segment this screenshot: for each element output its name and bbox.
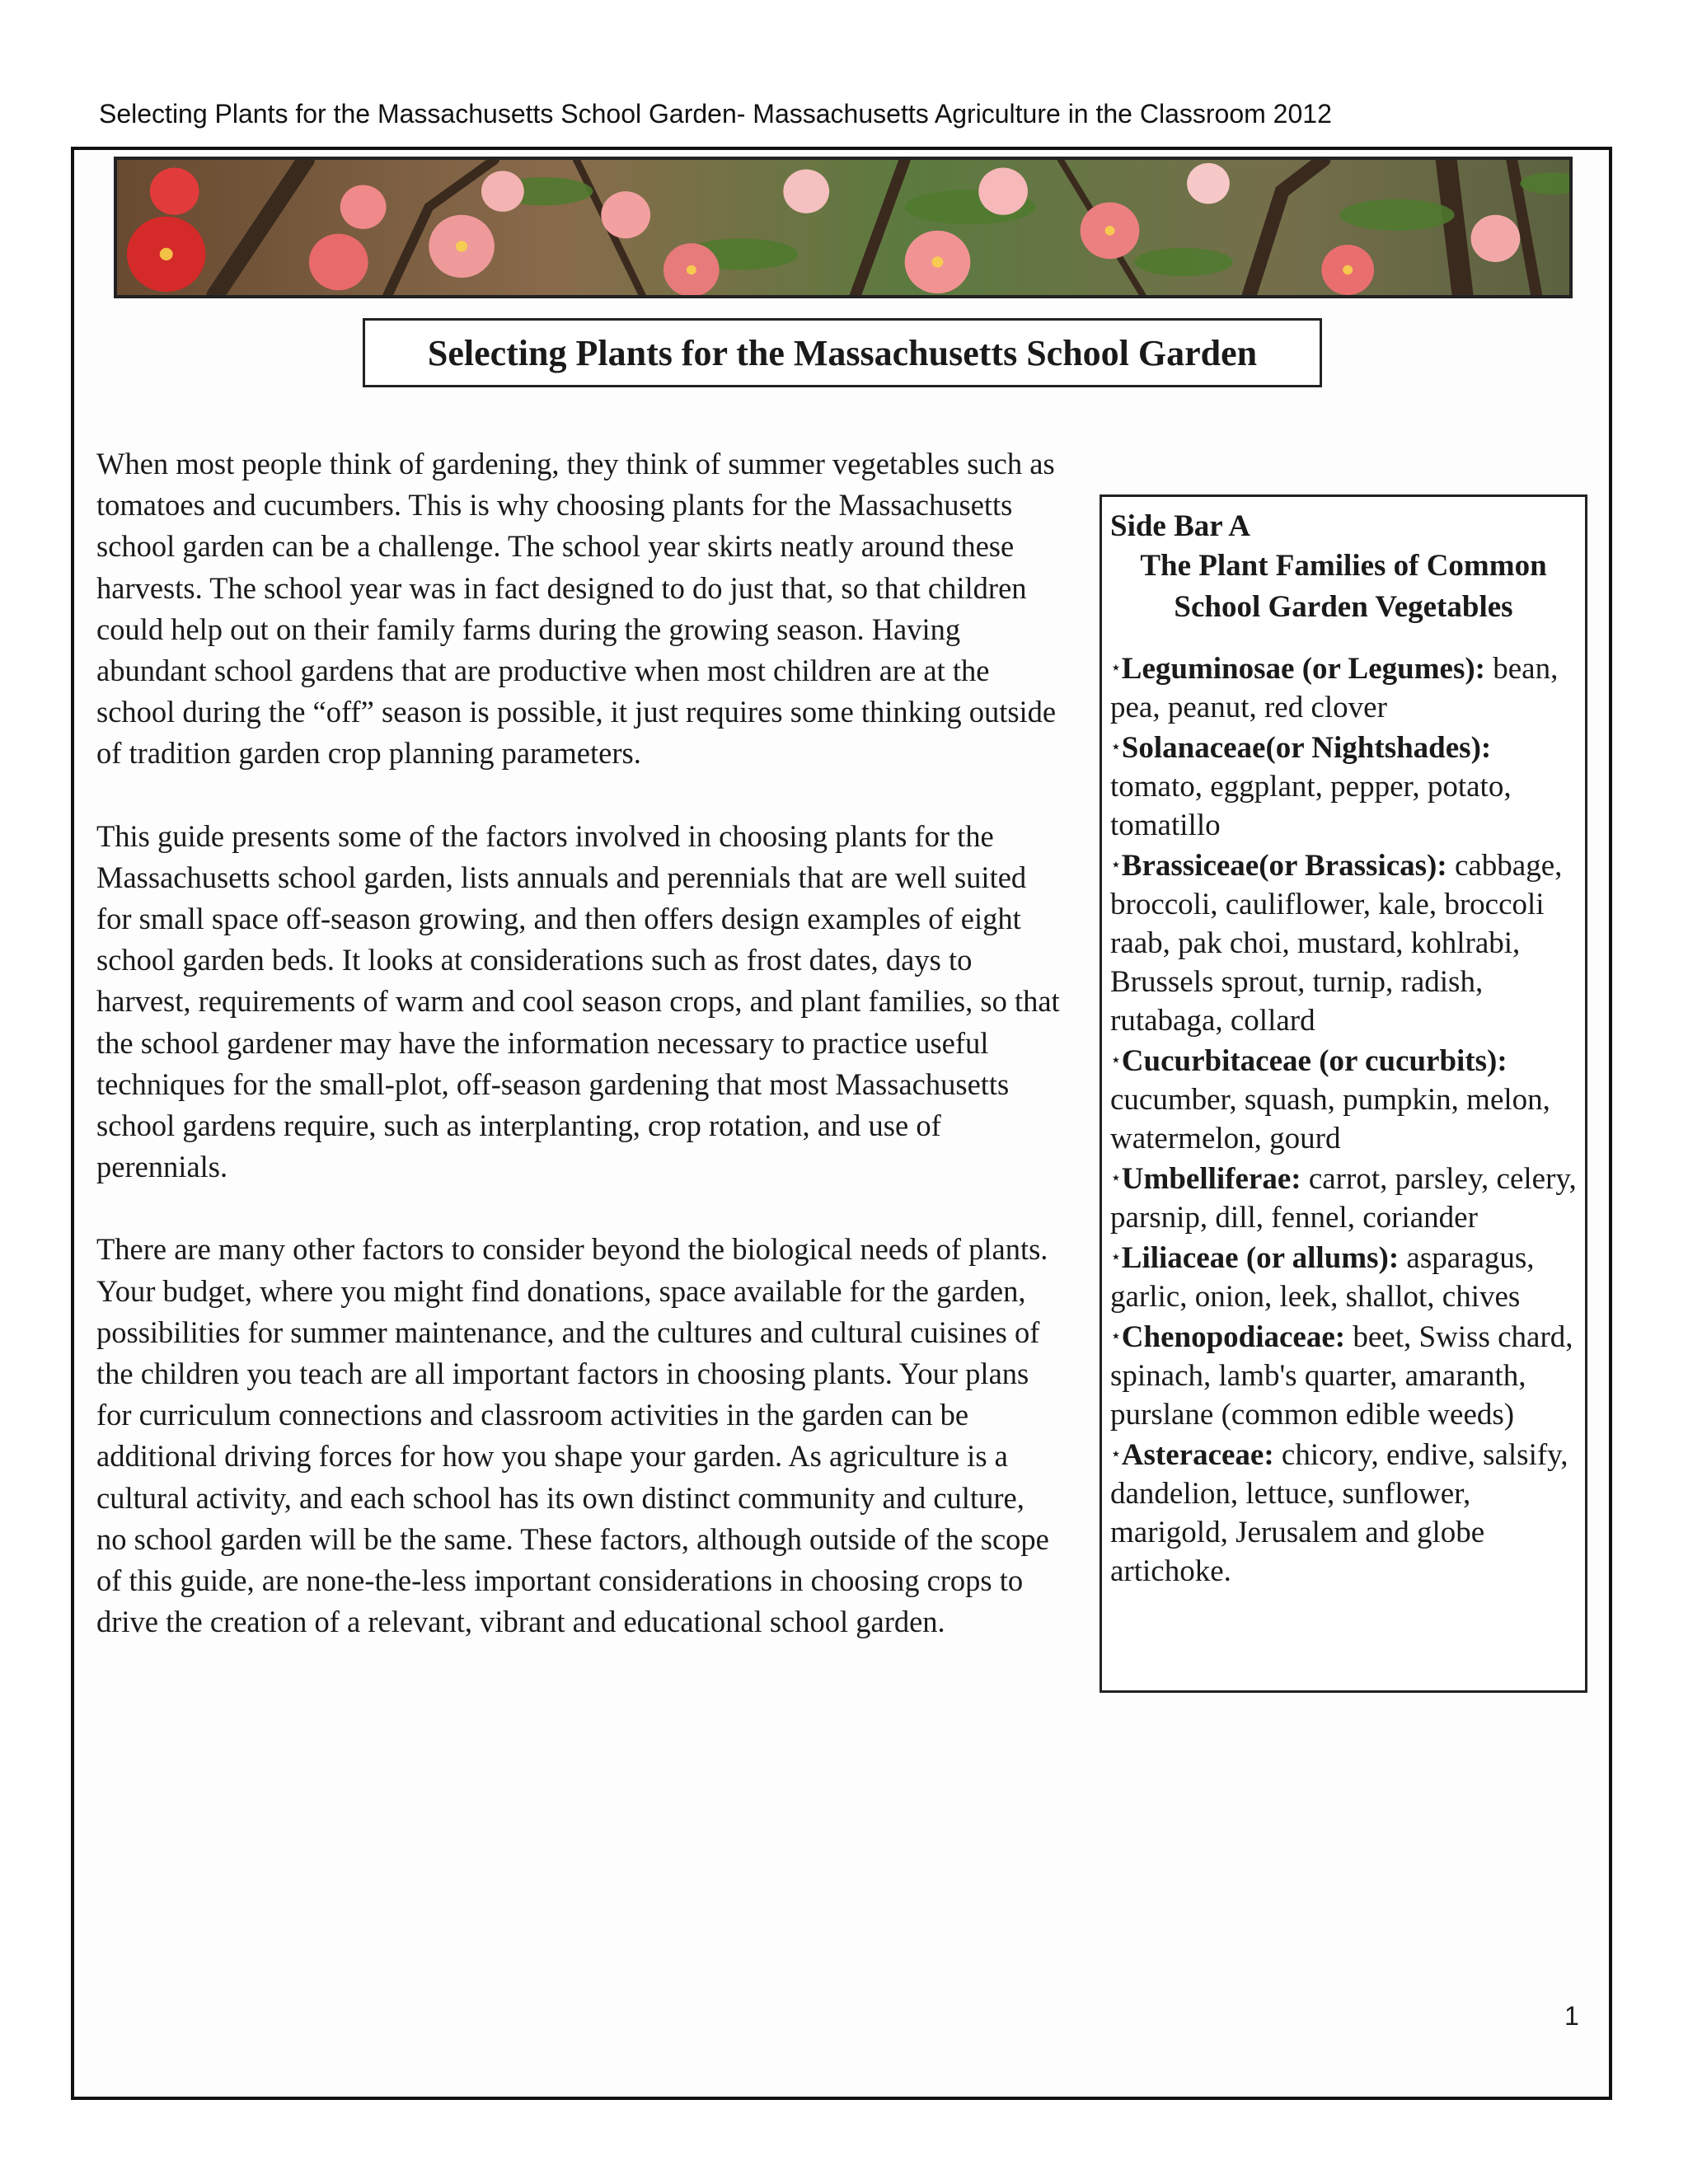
family-item [1110,727,1577,845]
banner-photo [114,157,1573,298]
family-item [1110,648,1577,727]
family-members: chicory, endive, salsify, dandelion, lettuce, sunflower, marigold, Jerusalem and globe artichoke. [1110,1438,1568,1588]
page-title: Selecting Plants for the Massachusetts School Garden [427,332,1258,373]
family-members: asparagus, garlic, onion, leek, shallot, chives [1110,1241,1535,1314]
body-text [96,443,1061,1684]
family-name: Liliaceae (or allums): [1121,1241,1400,1275]
family-members: tomato, eggplant, pepper, potato, tomatillo [1110,770,1512,842]
paragraph-guide: This guide presents some of the factors involved in choosing plants for the Massachusetts school garden, lists annuals and perennials that are well suited for small space off-season growing, and then offers design examples of eight school garden beds. It looks at considerations such as frost dates, days to harvest, requirements of warm and cool season crops, and plant families, so that the school gardener may have the information necessary to practice useful techniques for the small-plot, off-season gardening that most Massachusetts school gardens require, such as interplanting, crop rotation, and use of perennials. [96,818,1060,1184]
star-icon: ⋆ [1110,1246,1122,1267]
star-icon: ⋆ [1110,1325,1122,1346]
family-item [1110,1237,1577,1316]
family-name: Cucurbitaceae (or cucurbits): [1121,1044,1507,1078]
family-name: Brassiceae(or Brassicas): [1121,849,1447,883]
star-icon: ⋆ [1110,1049,1122,1070]
title-box [363,318,1322,387]
family-item [1110,1040,1577,1158]
star-icon: ⋆ [1110,657,1122,677]
sidebar-label: Side Bar A [1110,509,1250,543]
star-icon: ⋆ [1110,1167,1122,1188]
family-item [1110,1434,1577,1591]
star-icon: ⋆ [1110,854,1122,874]
family-members: bean, pea, peanut, red clover [1110,652,1559,724]
page-number: 1 [1564,2001,1579,2031]
family-item [1110,845,1577,1040]
family-name: Leguminosae (or Legumes): [1121,652,1485,686]
flowering-quince-photo [117,160,1569,295]
family-members: carrot, parsley, celery, parsnip, dill, fennel, coriander [1110,1162,1577,1235]
family-item [1110,1316,1577,1434]
family-name: Solanaceae(or Nightshades): [1121,731,1492,765]
paragraph-factors: There are many other factors to consider beyond the biological needs of plants. Your budget, where you might find donations, space available for the garden, possibilities for summer maintenance, and the cultures and cultural cuisines of the children you teach are all important factors in choosing plants. Your plans for curriculum connections and classroom activities in the garden can be additional driving forces for how you shape your garden. As agriculture is a cultural activity, and each school has its own distinct community and culture, no school garden will be the same. These factors, although outside of the scope of this guide, are none-the-less important considerations in choosing crops to drive the creation of a relevant, vibrant and educational school garden. [96,1232,1049,1639]
star-icon: ⋆ [1110,1443,1122,1464]
sidebar-title: The Plant Families of Common School Garden Vegetables [1140,549,1547,624]
family-name: Asteraceae: [1121,1438,1274,1472]
family-item [1110,1158,1577,1237]
family-members: beet, Swiss chard, spinach, lamb's quarter, amaranth, purslane (common edible weeds) [1110,1320,1573,1432]
family-members: cabbage, broccoli, cauliflower, kale, broccoli raab, pak choi, mustard, kohlrabi, Brussels sprout, turnip, radish, rutabaga, collard [1110,849,1563,1038]
sidebar-box [1100,494,1587,1693]
paragraph-intro: When most people think of gardening, they think of summer vegetables such as tomatoes and cucumbers. This is why choosing plants for the Massachusetts school garden can be a challenge. The school year skirts neatly around these harvests. The school year was in fact designed to do just that, so that children could help out on their family farms during the growing season. Having abundant school gardens that are productive when most children are at the school during the “off” season is possible, it just requires some thinking outside of tradition garden crop planning parameters. [96,447,1057,771]
family-name: Umbelliferae: [1121,1162,1301,1196]
family-members: cucumber, squash, pumpkin, melon, watermelon, gourd [1110,1083,1550,1155]
star-icon: ⋆ [1110,736,1122,757]
running-header: Selecting Plants for the Massachusetts School Garden- Massachusetts Agriculture in the Classroom 2012 [99,99,1332,129]
family-name: Chenopodiaceae: [1121,1320,1346,1354]
